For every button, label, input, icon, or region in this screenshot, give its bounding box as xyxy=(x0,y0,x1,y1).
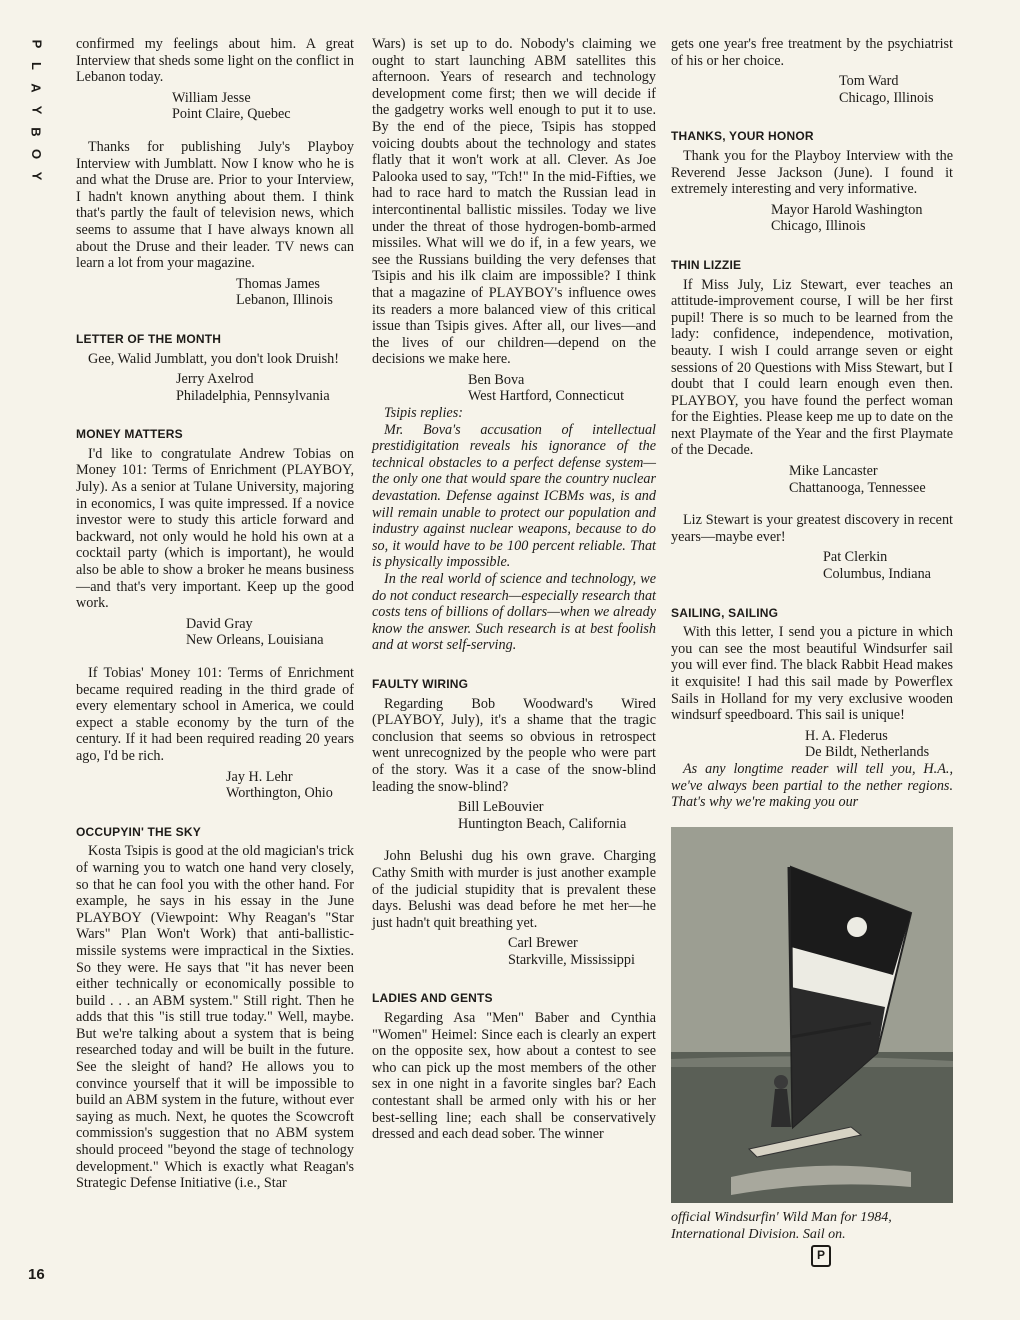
section-heading: SAILING, SAILING xyxy=(671,605,779,620)
letter-text: With this letter, I send you a picture in which you can see the most beautiful Windsurfer sail you will ever find. The black Rabbit Head makes it exquisite! I had this sail made by Powerflex Sails in Holland for my very exclusive wooden windsurf speedboard. This sail is unique! xyxy=(671,624,953,724)
editor-reply: In the real world of science and technology, we do not conduct research—especially research that costs tens of billions of dollars—when we already know the answer. Such research is at best foolish and at worst self-serving. xyxy=(372,571,656,654)
signature: Pat Clerkin Columbus, Indiana xyxy=(823,549,931,583)
letter-text: Regarding Bob Woodward's Wired (PLAYBOY, July), it's a shame that the tragic conclusion that seems so obvious in retrospect went unrecognized by the people who were part of the story. Was it a case of the snow-blind leading the snow-blind? xyxy=(372,695,656,795)
page-number: 16 xyxy=(28,1266,45,1283)
signature: Jay H. Lehr Worthington, Ohio xyxy=(226,768,333,802)
section-heading: LADIES AND GENTS xyxy=(372,991,493,1006)
section-heading: FAULTY WIRING xyxy=(372,676,469,691)
signature: Mayor Harold Washington Chicago, Illinois xyxy=(771,201,923,235)
letter-text: Thank you for the Playboy Interview with the Reverend Jesse Jackson (June). I found it extremely interesting and very informative. xyxy=(671,147,953,198)
side-letter: L xyxy=(28,62,44,70)
column-3 xyxy=(671,36,953,1267)
section-heading: OCCUPYIN' THE SKY xyxy=(76,824,201,839)
side-letter: P xyxy=(28,39,44,49)
side-letter: O xyxy=(29,148,44,160)
letter-text: Regarding Asa "Men" Baber and Cynthia "Women" Heimel: Since each is clearly an expert on the opposite sex, how about a contest to see who can pick up the most members of the other sex in one night in a favorite singles bar? Each contestant shall be armed only with his or her best-selling line; each shall be conservatively dressed and each dead sober. The winner xyxy=(372,1010,656,1143)
editor-reply: As any longtime reader will tell you, H.A., we've always been partial to the nether regions. That's why we're making you our xyxy=(671,760,953,811)
letter-text: Kosta Tsipis is good at the old magician's trick of warning you to watch one hand very closely, so that he can fool you with the other hand. For example, he says in his essay in the June PLAYBOY (Viewpoint: Why Reagan's "Star Wars" Plan Won't Work) that anti-ballistic-missile systems were impractical in the Sixties. So they were. He says that "it has never been either technically or economically possible to build . . . an ABM system." Still right. Then he adds that this "is still true today." Well, maybe. But we're talking about a system that is being researched today and will be built in the future. See the sleight of hand? He allows you to convince yourself that it will be impossible to build an ABM system in the future, without ever saying as much. Next, he quotes the Scowcroft commission's suggestion that no ABM system should proceed "beyond the stage of technology development." Which is exactly what Reagan's Strategic Defense Initiative (i.e., Star xyxy=(76,843,354,1192)
letter-text: confirmed my feelings about him. A great Interview that sheds some light on the conflict in Lebanon today. xyxy=(76,36,354,86)
signature: David Gray New Orleans, Louisiana xyxy=(186,615,324,649)
signature: Ben Bova West Hartford, Connecticut xyxy=(468,371,625,405)
section-heading: LETTER OF THE MONTH xyxy=(76,331,222,346)
photo-caption: official Windsurfin' Wild Man for 1984, International Division. Sail on. xyxy=(671,1209,892,1242)
editor-reply-head: Tsipis replies: xyxy=(384,405,463,422)
letter-text: If Tobias' Money 101: Terms of Enrichment became required reading in the third grade of every elementary school in America, we could expect a stable economy by the turn of the century. If it had been required reading 20 years ago, I'd be rich. xyxy=(76,665,354,764)
side-letter: B xyxy=(28,127,44,137)
side-letter: Y xyxy=(28,105,44,115)
letter-text: Thanks for publishing July's Playboy Interview with Jumblatt. Now I know who he is and what the Druse are. Prior to your Interview, I hadn't known anything about them. I think that's partly the fault of television news, which seems to assume that I have always known all about the Druse and their leader. TV news can learn a lot from your magazine. xyxy=(76,138,354,272)
side-letter: Y xyxy=(28,171,44,181)
signature: H. A. Flederus De Bildt, Netherlands xyxy=(805,727,930,761)
letter-text: Liz Stewart is your greatest discovery in recent years—maybe ever! xyxy=(671,512,953,545)
signature: William Jesse Point Claire, Quebec xyxy=(172,89,291,123)
signature: Carl Brewer Starkville, Mississippi xyxy=(508,935,635,968)
section-heading: MONEY MATTERS xyxy=(76,427,183,442)
signature: Tom Ward Chicago, Illinois xyxy=(839,73,934,106)
letter-text: Wars) is set up to do. Nobody's claiming we ought to start launching ABM satellites this afternoon. Years of research and technology development come first; then we will decide if the gadgetry works well enough to put it to use. By the end of the piece, Tsipis has stopped voicing doubts about the technology and states flatly that it won't work at all. Clever. As Joe Palooka used to say, "Tch!" In the mid-Fifties, we had to race hard to match the Russian lead in intercontinental ballistic missiles. Today we live under the threat of those hydrogen-bomb-armed missiles. What will we do if, in a few years, we see the Russians building the very defenses that Tsipis and his ilk claim are impossible? I think that a magazine of PLAYBOY's influence owes its readers a more balanced view of this critical issue than Tsipis gives. After all, our lives—and the lives of our children—depend on the decisions we make here. xyxy=(372,36,656,368)
windsurfer-photo xyxy=(671,827,953,1203)
letter-text: If Miss July, Liz Stewart, ever teaches an attitude-improvement course, I will be her first pupil! There is so much to be learned from the lady: confidence, independence, motivation, beauty. I wish I could arrange seven or eight sessions of 20 Questions with Miss Stewart, but I doubt that I could learn enough even then. PLAYBOY, you have found the perfect woman for the Eighties. Please keep me up to date on the next Playmate of the Year and the first Playmate of the Decade. xyxy=(671,276,953,459)
magazine-side-title xyxy=(26,38,46,182)
section-heading: THANKS, YOUR HONOR xyxy=(671,129,814,144)
editor-reply: Mr. Bova's accusation of intellectual prestidigitation reveals his ignorance of the technical obstacles to a perfect defense system—the only one that would spare the country nuclear devastation. Defense against ICBMs was, is and will remain unable to protect our population and industry against nuclear weapons, because to do so, it would have to be 100 percent reliable. That is physically impossible. xyxy=(372,421,656,571)
rabbit-head-logo-icon xyxy=(847,917,867,937)
section-heading: THIN LIZZIE xyxy=(671,257,742,272)
signature: Jerry Axelrod Philadelphia, Pennsylvania xyxy=(176,371,330,404)
end-mark-icon: P xyxy=(811,1245,831,1267)
letter-text: John Belushi dug his own grave. Charging Cathy Smith with murder is just another example of the judicial stupidity that is prevalent these days. Belushi was dead before he met her—he just hadn't quit breathing yet. xyxy=(372,848,656,931)
side-letter: A xyxy=(28,83,44,93)
column-2 xyxy=(372,36,656,1143)
letter-text: gets one year's free treatment by the psychiatrist of his or her choice. xyxy=(671,36,953,69)
signature: Thomas James Lebanon, Illinois xyxy=(236,275,333,309)
letter-text: I'd like to congratulate Andrew Tobias on Money 101: Terms of Enrichment (PLAYBOY, July). As a senior at Tulane University, majoring in economics, I was quite impressed. If a novice investor were to study this article forward and backward, not only would he hold his own at a cocktail party (which is important), he would also be able to show a broker he means business—and that's very important. Keep up the good work. xyxy=(76,445,354,612)
letter-text: Gee, Walid Jumblatt, you don't look Druish! xyxy=(88,350,339,367)
column-1 xyxy=(76,36,354,1192)
signature: Mike Lancaster Chattanooga, Tennessee xyxy=(789,463,926,496)
signature: Bill LeBouvier Huntington Beach, California xyxy=(458,799,627,832)
windsurfer-illustration xyxy=(671,827,953,1203)
